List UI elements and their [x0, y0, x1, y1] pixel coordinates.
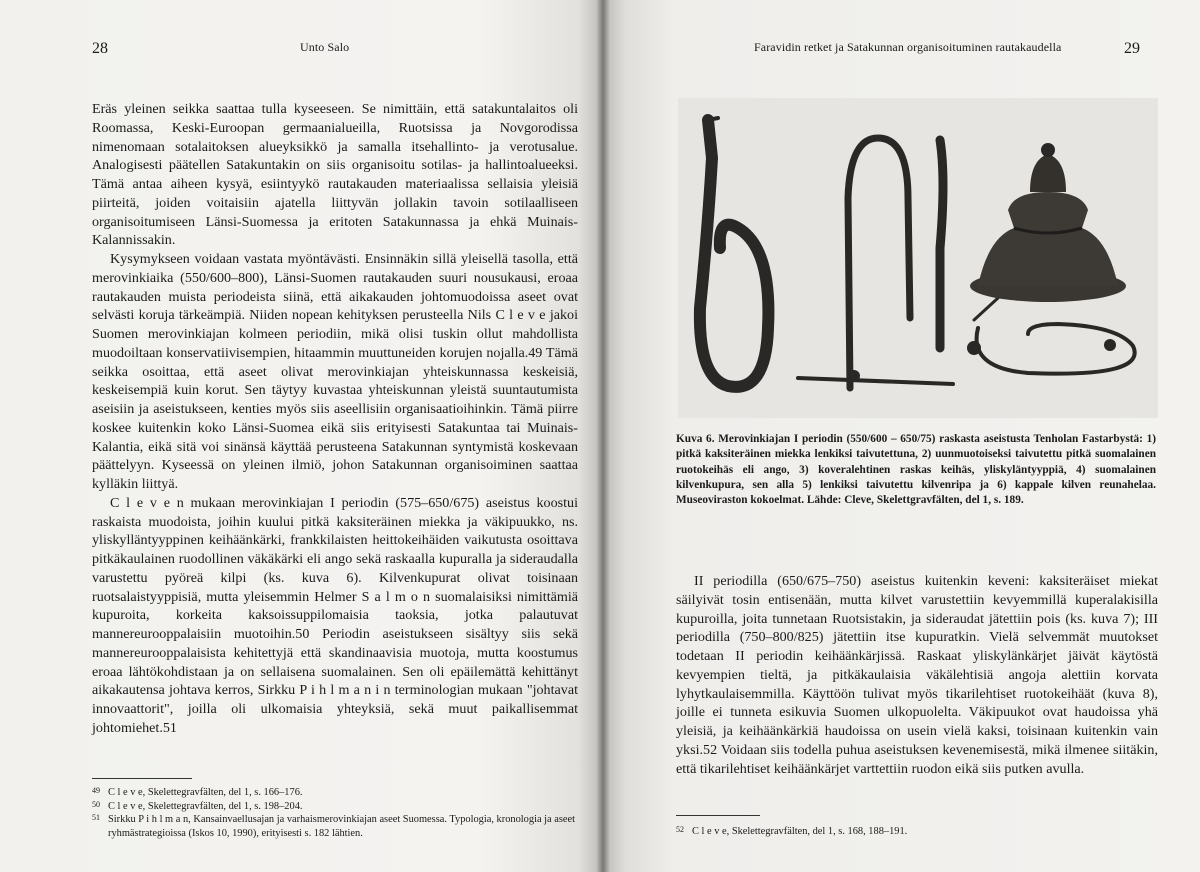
footnote-text: C l e v e, Skelettegravfälten, del 1, s. 168, 188–191. [692, 826, 908, 837]
figure-caption: Kuva 6. Merovinkiajan I periodin (550/600 – 650/75) raskasta aseistusta Tenholan Fastarbystä: 1) pitkä kaksiteräinen miekka lenkiksi taivutettuna, 2) uunmuotoiseksi taivutettu pitkä suomalainen ruotokeihäs eli ango, 3) koveralehtinen raskas keihäs, yliskyläntyyppiä, 4) suomalainen kilvenkupura, sen alla 5) lenkiksi taivutettu kilvenripa ja 6) kappale kilven reunahelaa. Museoviraston kokoelmat. Lähde: Cleve, Skelettgravfälten, del 1, s. 189. [676, 433, 1156, 507]
footnote-number: 50 [92, 799, 100, 809]
paragraph: Kysymykseen voidaan vastata myöntävästi. Ensinnäkin sillä yleisellä tasolla, että merovinkiaika (550/600–800), Länsi-Suomen rautakauden suuri nousukausi, eroaa rautakauden muista periodeista siinä, että aikakauden johtomuodoissa aseet ovat selvästi koruja tärkeämpiä. Niiden nopean kehityksen perusteella Nils C l e v e jakoi Suomen merovinkiajan kolmeen periodiin, mikä olisi tuskin ollut mahdollista muodoiltaan konservatiivisempien, hitaammin muuttuneiden korujen nojalla.49 Tämä seikka osoittaa, että aseet olivat merovinkiajan yhteiskunnassa keskeisiä, keskeisempiä kuin korut. Sen täytyy kuvastaa yhteiskunnan yleistä suuntautumista aseisiin ja aseistukseen, kenties myös siis aseellisiin organisaatioihinkin. Tämä piirre koskee kuitenkin koko Länsi-Suomea eikä siis erityisesti Satakuntaa tai Muinais-Kalantia, eikä sitä voi sinänsä käyttää perusteena Satakunnan syntymistä koskevaan päättelyyn. Kyseessä on yleinen ilmiö, johon Satakunnan organisoiminen saattaa kylläkin liittyä. [92, 251, 578, 492]
footnote [676, 825, 1158, 839]
running-head-right: Faravidin retket ja Satakunnan organisoituminen rautakaudella [754, 40, 1062, 54]
weapons-illustration [678, 98, 1158, 418]
footnote [92, 813, 578, 840]
spear-icon [940, 140, 943, 348]
footnote [92, 800, 578, 814]
right-page [602, 0, 1200, 872]
body-text-left [92, 100, 578, 738]
artifact-photograph [678, 98, 1158, 418]
footnote-rule [676, 815, 760, 816]
footnote-rule [92, 778, 192, 779]
footnotes-right [676, 825, 1158, 839]
paragraph: C l e v e n mukaan merovinkiajan I periodin (575–650/675) aseistus koostui raskaista muodoista, joihin kuului pitkä kaksiteräinen miekka ja väkipuukko, ns. yliskylläntyyppinen keihäänkärki, frankkilaisten heittokeihäiden vaikutusta osoittava pitkäkaulainen ruodollinen väkäkärki eli ango sekä raskaalla kupuralla ja sideraudalla varustettu pyöreä kilpi (ks. kuva 6). Kilvenkupurat olivat toisinaan ruotsalaistyyppisiä, mutta yleisemmin Helmer S a l m o n suomalaisiksi nimittämiä kupuroita, korkeita kaksoissuppilomaisia taoksia, jotka palautuvat mannereurooppalaisiin muotoihin.50 Periodin aseistukseen sisältyy siis sekä mannereurooppalaisista kehitettyjä että skandinaavisia muotoja, mutta koostumus eroaa lähtökohdistaan ja on sellaisena suomalainen. Sen oli epäilemättä kehittänyt aikakautensa johtava kerros, Sirkku P i h l m a n i n terminologian mukaan "johtavat innovaattorit", joilla oli ulkomaisia yhteyksiä, sekä muut paikallisemmat johtomiehet.51 [92, 494, 578, 736]
footnote-number: 52 [676, 825, 684, 834]
footnote-number: 51 [92, 813, 100, 823]
footnote-text: Sirkku P i h l m a n, Kansainvaellusajan ja varhaismerovinkiajan aseet Suomessa. Typologia, kronologia ja aseet ryhmästrategioissa (Iskos 10, 1990), erityisesti s. 182 lähtien. [108, 814, 576, 839]
book-gutter [596, 0, 610, 872]
footnotes-left [92, 786, 578, 840]
footnote-number: 49 [92, 786, 100, 795]
footnote-text: C l e v e, Skelettegravfälten, del 1, s. 198–204. [108, 800, 303, 812]
footnote-text: C l e v e, Skelettegravfälten, del 1, s. 166–176. [108, 787, 303, 798]
body-text-right [676, 572, 1158, 778]
page-number-right: 29 [1124, 40, 1140, 57]
footnote [92, 786, 578, 800]
page-number-left: 28 [92, 40, 108, 57]
paragraph: II periodilla (650/675–750) aseistus kuitenkin keveni: kaksiteräiset miekat säilyivät tosin entisenään, mutta kilvet varustettiin kevyemmillä kuperalakisilla kupuroilla, joita tunnetaan Ruotsistakin, ja sideraudat jätettiin pois (ks. kuva 7); III periodilla (750–800/825) jätettiin itse kupuratkin. Vielä selvemmät muutokset todetaan II periodin keihäänkärjissä. Raskaat yliskylänkärjet jäivät käytöstä kevyempien tieltä, ja pitkäkaulaisia väkälehtisiä angoja alettiin korvata lyhytkaulaisemmilla. Käyttöön tulivat myös tikarilehtiset ruotokeihäät (kuva 8), joille ei tunneta esikuvia Suomen ulkopuolelta. Väkipuukot ovat haudoissa yhä yleisiä, ja keihäänkärkiä haudoissa on usein vielä kaksi, toisinaan kuitenkin vain yksi.52 Voidaan siis todella puhua aseistuksen kevenemisestä, mikä ilmenee siitäkin, että tikarilehtiset keihäänkärjet varttettiin ruodon eikä siis putken avulla. [676, 573, 1158, 777]
paragraph: Eräs yleinen seikka saattaa tulla kyseeseen. Se nimittäin, että satakuntalaitos oli Roomassa, Keski-Euroopan germaanialueilla, Ruotsissa ja Novgorodissa nimenomaan sotalaitoksen alueyksikkö ja samalla itsehallinto- ja verotusalue. Analogisesti päätellen Satakuntakin on siis organisoitu sotilas- ja hallintoalueeksi. Tämä antaa aiheen kysyä, esiintyykö rautakauden materiaalissa sellaisia yleisiä piirteitä, joiden voitaisiin ajatella liittyvän jollakin tavoin sotilaalliseen organisoitumiseen Länsi-Suomessa ja eritoten Satakunnassa ja ehkä Muinais-Kalannissakin. [92, 101, 578, 249]
running-head-left: Unto Salo [300, 40, 350, 54]
